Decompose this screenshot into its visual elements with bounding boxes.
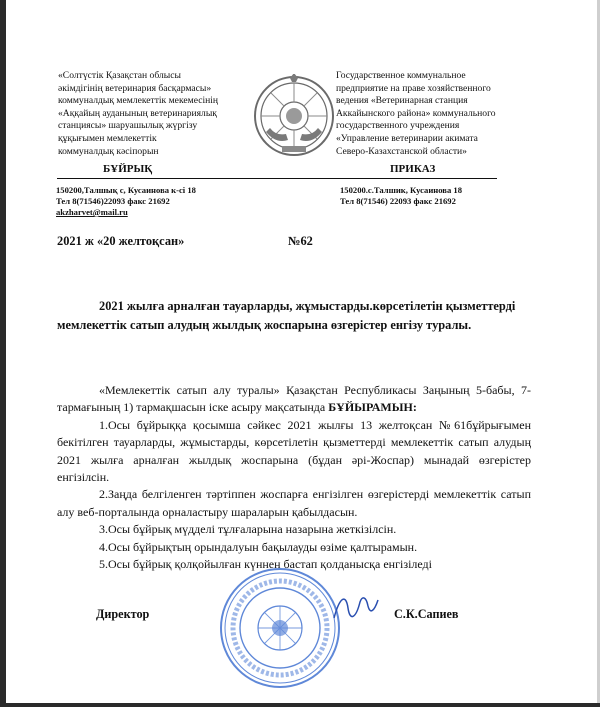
order-body <box>57 382 531 573</box>
address-right <box>340 185 462 207</box>
state-emblem-icon <box>252 74 336 158</box>
scan-left-border <box>0 0 6 707</box>
phone-line: Тел 8(71546) 22093 факс 21692 <box>340 196 456 206</box>
header-right-russian <box>336 70 556 158</box>
signatory-role: Директор <box>96 607 150 621</box>
header-left-line: «Аққайың ауданының ветеринариялық <box>58 107 217 119</box>
header-right-line: Аккайынского района» коммунального <box>336 107 496 119</box>
header-right-line: Северо-Казахстанской области» <box>336 145 467 157</box>
preamble-text: «Мемлекеттік сатып алу туралы» Қазақстан Республикасы Заңының 5-бабы, 7-тармағының 1) тармақшасын іске асыру мақсатында <box>57 383 531 415</box>
header-left-line: станциясы» шаруашылық жүргізу <box>58 120 198 132</box>
header-right-line: Государственное коммунальное <box>336 70 466 81</box>
order-item: 1.Осы бұйрыққа қосымша сәйкес 2021 жылғы 13 желтоқсан №61бұйрығымен бекітілген тауарларды, жұмыстарды, көрсетілетін қызметтерді мемлекеттік сатып алудың 2021 жылға арналған жылдық жоспарына (бұдан әрі-Жоспар) мынадай өзгерістер енгізілсін. <box>57 417 531 485</box>
address-line: 150200.с.Талшик, Кусаинова 18 <box>340 185 462 195</box>
order-item: 2.Заңда белгіленген тәртіппен жоспарға енгізілген өзгерістерді мемлекеттік сатып алу веб-порталында орналастыру шараларын қабылдасын. <box>57 487 531 519</box>
signatory-name: С.К.Сапиев <box>394 607 459 621</box>
header-left-line: құқығымен мемлекеттік <box>58 132 157 144</box>
order-word: БҰЙЫРАМЫН: <box>328 400 417 415</box>
email-link[interactable]: akzharvet@mail.ru <box>56 207 128 217</box>
header-left-line: коммуналдық кәсіпорын <box>58 145 159 157</box>
order-item: 5.Осы бұйрық қолқойылған күннен бастап қолданысқа енгізіледі <box>99 557 432 572</box>
header-right-line: предприятие на праве хозяйственного <box>336 82 491 94</box>
header-right-line: ведения «Ветеринарная станция <box>336 95 468 107</box>
header-right-line: «Управление ветеринарии акимата <box>336 132 478 144</box>
official-seal-icon <box>218 566 342 690</box>
order-heading: 2021 жылға арналған тауарларды, жұмыстарды.көрсетілетін қызметтерді мемлекеттік сатып алудың жылдық жоспарына өзгерістер енгізу туралы. <box>57 299 516 332</box>
scan-bottom-border <box>0 703 600 707</box>
signature-icon <box>330 588 380 628</box>
header-left-kazakh <box>58 70 268 158</box>
phone-line: Тел 8(71546)22093 факс 21692 <box>56 196 170 206</box>
preamble <box>57 382 531 417</box>
header-right-line: государственного учреждения <box>336 120 460 132</box>
header-divider <box>57 178 497 179</box>
doc-type-russian: ПРИКАЗ <box>390 163 436 175</box>
address-left <box>56 185 196 218</box>
header-left-line: әкімдігінің ветеринария басқармасы» <box>58 82 212 94</box>
address-line: 150200,Талшық с, Кусаинова к-сі 18 <box>56 185 196 195</box>
order-item: 3.Осы бұйрық мүдделі тұлғаларына назарына жеткізілсін. <box>99 522 397 537</box>
order-number: №62 <box>288 234 313 248</box>
order-date: 2021 ж «20 желтоқсан» <box>57 234 185 248</box>
header-left-line: коммуналдық мемлекеттік мекемесінің <box>58 95 219 107</box>
order-item: 4.Осы бұйрықтың орындалуын бақылауды өзіме қалтырамын. <box>99 539 418 554</box>
doc-type-kazakh: БҰЙРЫҚ <box>103 163 153 175</box>
header-left-line: «Солтүстік Қазақстан облысы <box>58 70 181 81</box>
